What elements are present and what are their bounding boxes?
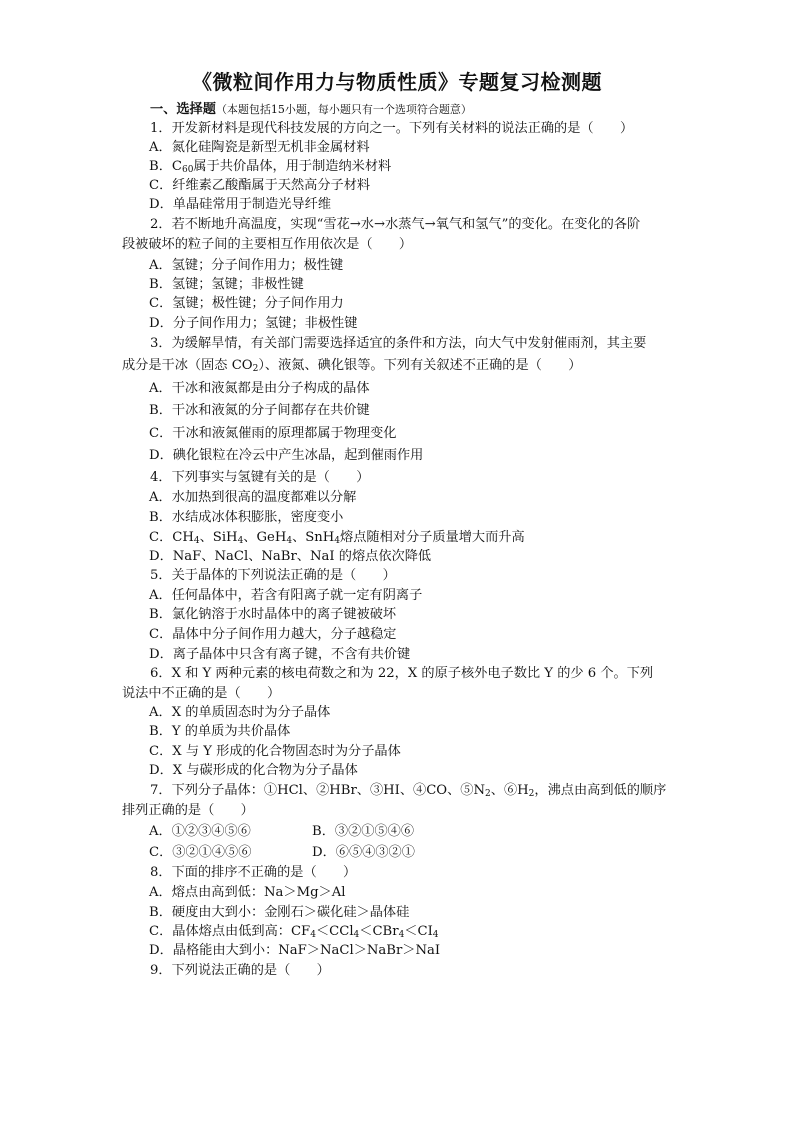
- question-4-stem: 4．下列事实与氢键有关的是（ ）: [150, 470, 370, 485]
- text-segment: 7．下列分子晶体：①HCl、②HBr、③HI、④CO、⑤N: [150, 783, 486, 798]
- text-segment: 、⑥H: [490, 783, 529, 798]
- question-2-option-b: B．氢键；氢键；非极性键: [149, 277, 304, 292]
- question-7-stem-line1: [150, 781, 666, 800]
- subscript: 60: [181, 165, 194, 175]
- subscript: 4: [353, 930, 360, 940]
- question-7-option-b: B．③②①⑤④⑥: [312, 824, 415, 839]
- question-1-option-a: A．氮化硅陶瓷是新型无机非金属材料: [149, 140, 370, 155]
- question-1-option-c: C．纤维素乙酸酯属于天然高分子材料: [149, 178, 371, 193]
- question-6-option-b: B．Y 的单质为共价晶体: [149, 724, 291, 739]
- section-heading-line: [150, 100, 472, 119]
- question-4-option-b: B．水结成冰体积膨胀，密度变小: [149, 510, 344, 525]
- question-9-stem: 9．下列说法正确的是（ ）: [150, 963, 330, 978]
- question-6-option-c: C．X 与 Y 形成的化合物固态时为分子晶体: [149, 744, 401, 759]
- question-8-option-a: A．熔点由高到低：Na＞Mg＞Al: [149, 885, 346, 900]
- subscript: 4: [398, 930, 405, 940]
- question-7-option-a: A．①②③④⑤⑥: [149, 824, 251, 839]
- text-segment: B．C: [149, 159, 182, 174]
- question-2-option-a: A．氢键；分子间作用力；极性键: [149, 258, 344, 273]
- question-5-option-d: D．离子晶体中只含有离子键，不含有共价键: [149, 647, 411, 662]
- subscript: 2: [528, 789, 535, 799]
- section-note: （本题包括15小题，每小题只有一个选项符合题意）: [215, 103, 472, 116]
- question-4-option-a: A．水加热到很高的温度都难以分解: [149, 490, 357, 505]
- subscript: 2: [485, 789, 491, 799]
- text-segment: 熔点随相对分子质量增大而升高: [340, 530, 525, 545]
- question-1-option-b: [149, 157, 391, 176]
- question-6-stem-line1: 6．X 和 Y 两种元素的核电荷数之和为 22，X 的原子核外电子数比 Y 的少 6 个。下列: [150, 666, 654, 681]
- question-6-option-a: A．X 的单质固态时为分子晶体: [149, 705, 331, 720]
- text-segment: 、GeH: [243, 530, 287, 545]
- subscript: 4: [334, 536, 341, 546]
- question-5-stem: 5．关于晶体的下列说法正确的是（ ）: [150, 568, 396, 583]
- question-2-option-d: D．分子间作用力；氢键；非极性键: [149, 316, 358, 331]
- question-3-option-d: D．碘化银粒在冷云中产生冰晶，起到催雨作用: [149, 448, 424, 463]
- subscript: 4: [286, 536, 293, 546]
- question-1-stem: 1．开发新材料是现代科技发展的方向之一。下列有关材料的说法正确的是（ ）: [150, 121, 634, 136]
- question-8-option-d: D．晶格能由大到小：NaF＞NaCl＞NaBr＞NaI: [149, 943, 441, 958]
- question-7-stem-line2: 排列正确的是（ ）: [122, 803, 254, 818]
- document-title: 《微粒间作用力与物质性质》专题复习检测题: [192, 70, 602, 94]
- text-segment: ＜CBr: [359, 924, 399, 939]
- question-5-option-b: B．氯化钠溶于水时晶体中的离子键被破坏: [149, 607, 397, 622]
- question-3-option-b: B．干冰和液氮的分子间都存在共价键: [149, 403, 370, 418]
- subscript: 2: [252, 364, 259, 374]
- question-2-stem-line1: 2．若不断地升高温度，实现“雪花→水→水蒸气→氧气和氢气”的变化。在变化的各阶: [150, 217, 641, 232]
- text-segment: 属于共价晶体，用于制造纳米材料: [193, 159, 392, 174]
- question-2-option-c: C．氢键；极性键；分子间作用力: [149, 296, 344, 311]
- text-segment: C．CH: [149, 530, 194, 545]
- question-4-option-d: D．NaF、NaCl、NaBr、NaI 的熔点依次降低: [149, 549, 432, 564]
- question-5-option-c: C．晶体中分子间作用力越大，分子越稳定: [149, 627, 397, 642]
- question-3-option-a: A．干冰和液氮都是由分子构成的晶体: [149, 381, 370, 396]
- subscript: 4: [432, 930, 439, 940]
- question-3-stem-line2: [122, 356, 581, 375]
- text-segment: ，沸点由高到低的顺序: [534, 783, 667, 798]
- text-segment: C．晶体熔点由低到高：CF: [149, 924, 311, 939]
- question-7-option-d: D．⑥⑤④③②①: [312, 845, 415, 860]
- question-6-option-d: D．X 与碳形成的化合物为分子晶体: [149, 763, 358, 778]
- text-segment: 、SiH: [199, 530, 238, 545]
- question-3-stem-line1: 3．为缓解旱情，有关部门需要选择适宜的条件和方法，向大气中发射催雨剂，其主要: [150, 336, 647, 351]
- subscript: 4: [193, 536, 200, 546]
- text-segment: 成分是干冰（固态 CO: [122, 358, 253, 373]
- subscript: 4: [310, 930, 316, 940]
- question-7-option-c: C．③②①④⑤⑥: [149, 845, 252, 860]
- text-segment: ＜CI: [404, 924, 433, 939]
- question-2-stem-line2: 段被破坏的粒子间的主要相互作用依次是（ ）: [122, 237, 413, 252]
- question-8-option-c: [149, 922, 439, 941]
- text-segment: ＜CCl: [315, 924, 354, 939]
- question-1-option-d: D．单晶硅常用于制造光导纤维: [149, 197, 332, 212]
- text-segment: 、SnH: [292, 530, 335, 545]
- section-heading: 一、选择题: [150, 102, 216, 117]
- text-segment: ）、液氮、碘化银等。下列有关叙述不正确的是（ ）: [258, 358, 582, 373]
- question-8-option-b: B．硬度由大到小：金刚石＞碳化硅＞晶体硅: [149, 905, 410, 920]
- question-4-option-c: [149, 528, 525, 547]
- question-5-option-a: A．任何晶体中，若含有阳离子就一定有阴离子: [149, 588, 423, 603]
- subscript: 4: [237, 536, 244, 546]
- question-8-stem: 8．下面的排序不正确的是（ ）: [150, 865, 357, 880]
- question-3-option-c: C．干冰和液氮催雨的原理都属于物理变化: [149, 426, 397, 441]
- question-6-stem-line2: 说法中不正确的是（ ）: [122, 686, 281, 701]
